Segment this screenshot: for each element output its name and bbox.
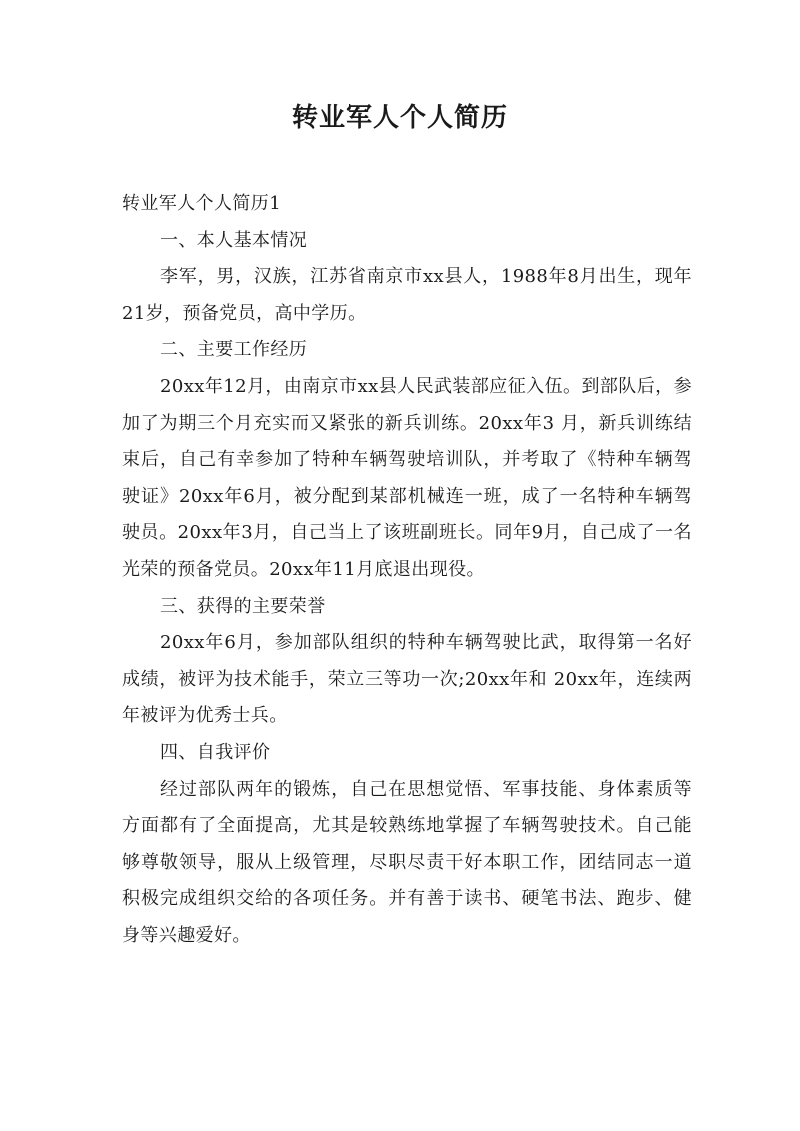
document-subtitle: 转业军人个人简历1	[122, 193, 282, 214]
section-heading-basic-info: 一、本人基本情况	[160, 229, 308, 251]
section-body-work-experience: 20xx年12月，由南京市xx县人民武装部应征入伍。到部队后，参加了为期三个月充实而又紧张的新兵训练。20xx年3 月，新兵训练结束后，自己有幸参加了特种车辆驾驶培训队，并考取了《特种车辆驾驶证》20xx年6月，被分配到某部机械连一班，成了一名特种车辆驾驶员。20xx年3月，自己当上了该班副班长。同年9月，自己成了一名光荣的预备党员。20xx年11月底退出现役。	[122, 375, 692, 580]
section-body-honors: 20xx年6月，参加部队组织的特种车辆驾驶比武，取得第一名好成绩，被评为技术能手，荣立三等功一次;20xx年和 20xx年，连续两年被评为优秀士兵。	[122, 632, 692, 727]
section-body-self-evaluation: 经过部队两年的锻炼，自己在思想觉悟、军事技能、身体素质等方面都有了全面提高，尤其是较熟练地掌握了车辆驾驶技术。自己能够尊敬领导，服从上级管理，尽职尽责干好本职工作，团结同志一道积极完成组织交给的各项任务。并有善于读书、硬笔书法、跑步、健身等兴趣爱好。	[122, 778, 692, 946]
document-title: 转业军人个人简历	[291, 103, 508, 133]
section-heading-work-experience: 二、主要工作经历	[160, 339, 308, 361]
section-body-basic-info: 李军，男，汉族，江苏省南京市xx县人，1988年8月出生，现年21岁，预备党员，高中学历。	[122, 266, 692, 324]
section-heading-self-evaluation: 四、自我评价	[160, 741, 271, 763]
section-heading-honors: 三、获得的主要荣誉	[160, 595, 326, 617]
document-content	[122, 186, 692, 954]
